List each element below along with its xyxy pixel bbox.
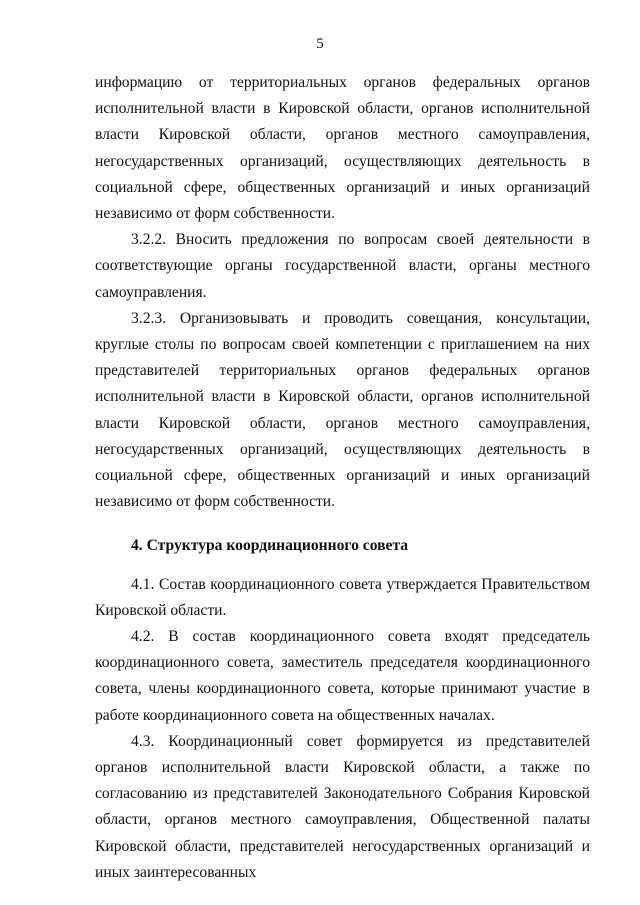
paragraph-continuation: информацию от территориальных органов федеральных органов исполнительной власти в Кировской области, органов исполнительной власти Кировской области, органов местного самоуправления, негосударственных организаций, осуществляющих деятельность в социальной сфере, общественных организаций и иных организаций независимо от форм собственности. [95, 74, 590, 223]
paragraph-3-2-3: 3.2.3. Организовывать и проводить совещания, консультации, круглые столы по вопросам своей компетенции с приглашением на них представителей территориальных органов федеральных органов исполнительной власти в Кировской области, органов исполнительной власти Кировской области, органов местного самоуправления, негосударственных организаций, осуществляющих деятельность в социальной сфере, общественных организаций и иных организаций независимо от форм собственности. [95, 309, 590, 511]
paragraph-3-2-2: 3.2.2. Вносить предложения по вопросам своей деятельности в соответствующие органы государственной власти, органы местного самоуправления. [95, 231, 590, 301]
section-heading: 4. Структура координационного совета [131, 537, 409, 555]
page-number: 5 [316, 36, 324, 52]
paragraph-4-1: 4.1. Состав координационного совета утверждается Правительством Кировской области. [95, 575, 590, 619]
document-body [95, 70, 590, 886]
paragraph-4-2: 4.2. В состав координационного совета входят председатель координационного совета, заместитель председателя координационного совета, члены координационного совета, которые принимают участие в работе координационного совета на общественных началах. [95, 628, 590, 724]
paragraph-4-3: 4.3. Координационный совет формируется из представителей органов исполнительной власти Кировской области, а также по согласованию из представителей Законодательного Собрания Кировской области, органов местного самоуправления, Общественной палаты Кировской области, представителей негосударственных организаций и иных заинтересованных [95, 732, 590, 881]
